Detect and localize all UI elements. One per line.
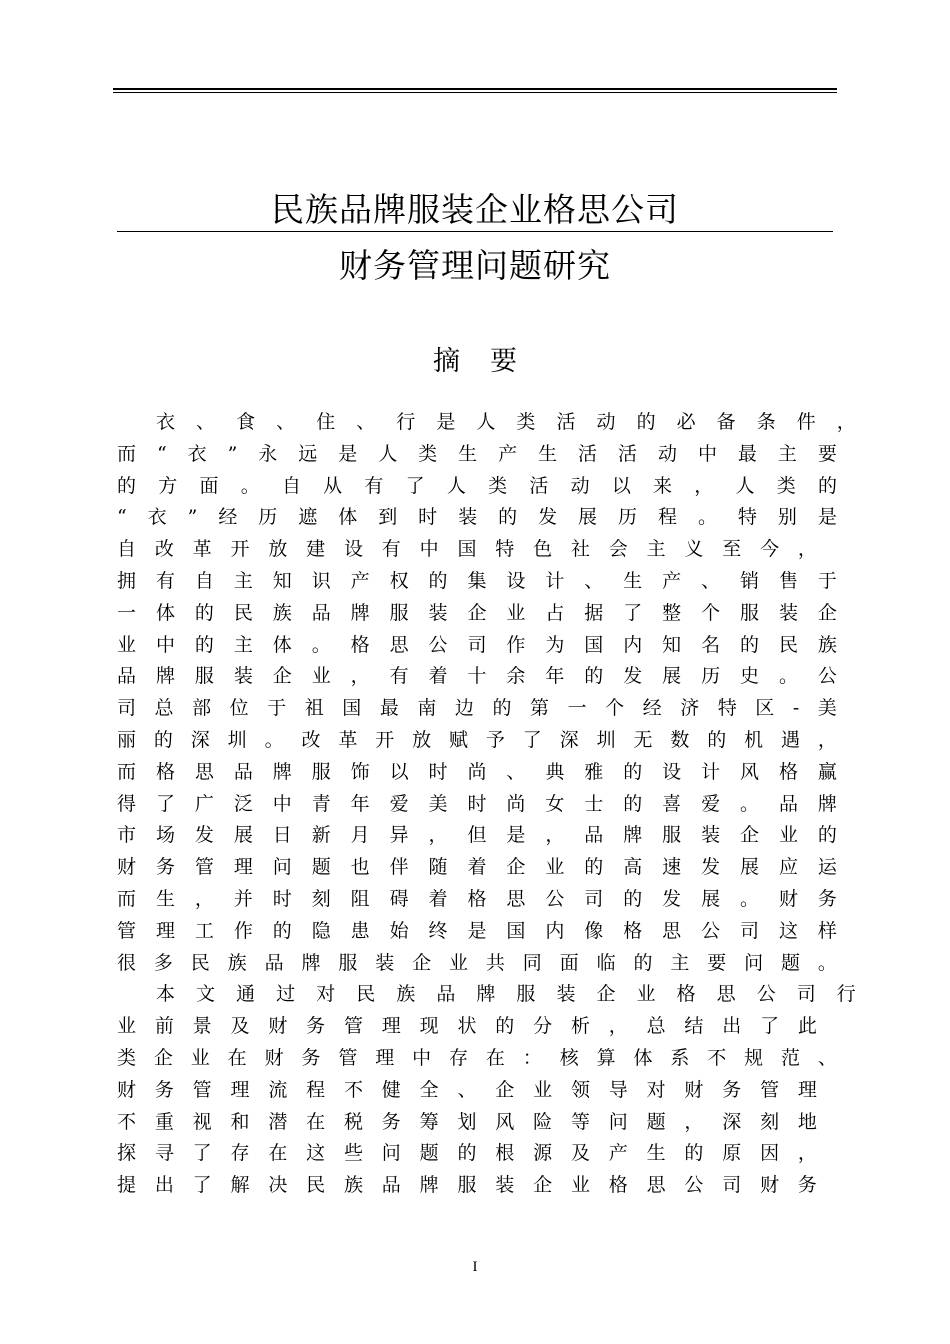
document-title-line-1: 民族品牌服装企业格思公司 — [271, 190, 679, 229]
text-line: 财 务 管 理 流 程 不 健 全 、 企 业 领 导 对 财 务 管 理 — [117, 1078, 817, 1101]
text-line: “ 衣 ” 经 历 遮 体 到 时 装 的 发 展 历 程 。 特 别 是 — [117, 506, 837, 529]
text-line: 探 寻 了 存 在 这 些 问 题 的 根 源 及 产 生 的 原 因 ， — [117, 1142, 817, 1165]
document-title-line-2: 财务管理问题研究 — [339, 246, 611, 285]
text-line: 业 中 的 主 体 。 格 思 公 司 作 为 国 内 知 名 的 民 族 — [117, 633, 837, 656]
text-line: 很 多 民 族 品 牌 服 装 企 业 共 同 面 临 的 主 要 问 题 。 — [117, 951, 837, 974]
text-line: 财 务 管 理 问 题 也 伴 随 着 企 业 的 高 速 发 展 应 运 — [117, 856, 837, 879]
header-rule-thin — [113, 92, 837, 93]
title-divider — [117, 231, 833, 232]
header-rule — [113, 88, 837, 90]
text-line: 的 方 面 。 自 从 有 了 人 类 活 动 以 来 ， 人 类 的 — [117, 474, 837, 497]
text-line: 业 前 景 及 财 务 管 理 现 状 的 分 析 ， 总 结 出 了 此 — [117, 1015, 817, 1038]
text-line: 提 出 了 解 决 民 族 品 牌 服 装 企 业 格 思 公 司 财 务 — [117, 1174, 817, 1197]
text-line: 而 “ 衣 ” 永 远 是 人 类 生 产 生 活 活 动 中 最 主 要 — [117, 442, 837, 465]
page-number: I — [472, 1259, 478, 1275]
text-line: 得 了 广 泛 中 青 年 爱 美 时 尚 女 士 的 喜 爱 。 品 牌 — [117, 792, 837, 815]
text-line: 类 企 业 在 财 务 管 理 中 存 在 ： 核 算 体 系 不 规 范 、 — [117, 1046, 837, 1069]
abstract-heading: 摘要 — [433, 346, 547, 377]
text-line: 而 生 ， 并 时 刻 阻 碍 着 格 思 公 司 的 发 展 。 财 务 — [117, 887, 837, 910]
text-line: 拥 有 自 主 知 识 产 权 的 集 设 计 、 生 产 、 销 售 于 — [117, 569, 837, 592]
text-line: 本 文 通 过 对 民 族 品 牌 服 装 企 业 格 思 公 司 行 — [156, 983, 856, 1006]
text-line: 不 重 视 和 潜 在 税 务 筹 划 风 险 等 问 题 ， 深 刻 地 — [117, 1110, 817, 1133]
text-line: 品 牌 服 装 企 业 ， 有 着 十 余 年 的 发 展 历 史 。 公 — [117, 665, 837, 688]
text-line: 市 场 发 展 日 新 月 异 ， 但 是 ， 品 牌 服 装 企 业 的 — [117, 824, 837, 847]
text-line: 自 改 革 开 放 建 设 有 中 国 特 色 社 会 主 义 至 今 ， — [117, 538, 817, 561]
text-line: 而 格 思 品 牌 服 饰 以 时 尚 、 典 雅 的 设 计 风 格 赢 — [117, 760, 837, 783]
text-line: 管 理 工 作 的 隐 患 始 终 是 国 内 像 格 思 公 司 这 样 — [117, 919, 837, 942]
text-line: 丽 的 深 圳 。 改 革 开 放 赋 予 了 深 圳 无 数 的 机 遇 ， — [117, 728, 837, 751]
text-line: 司 总 部 位 于 祖 国 最 南 边 的 第 一 个 经 济 特 区 - 美 — [117, 697, 837, 720]
text-line: 衣 、 食 、 住 、 行 是 人 类 活 动 的 必 备 条 件 ， — [156, 411, 856, 433]
text-line: 一 体 的 民 族 品 牌 服 装 企 业 占 据 了 整 个 服 装 企 — [117, 601, 837, 624]
abstract-body — [117, 407, 856, 1202]
